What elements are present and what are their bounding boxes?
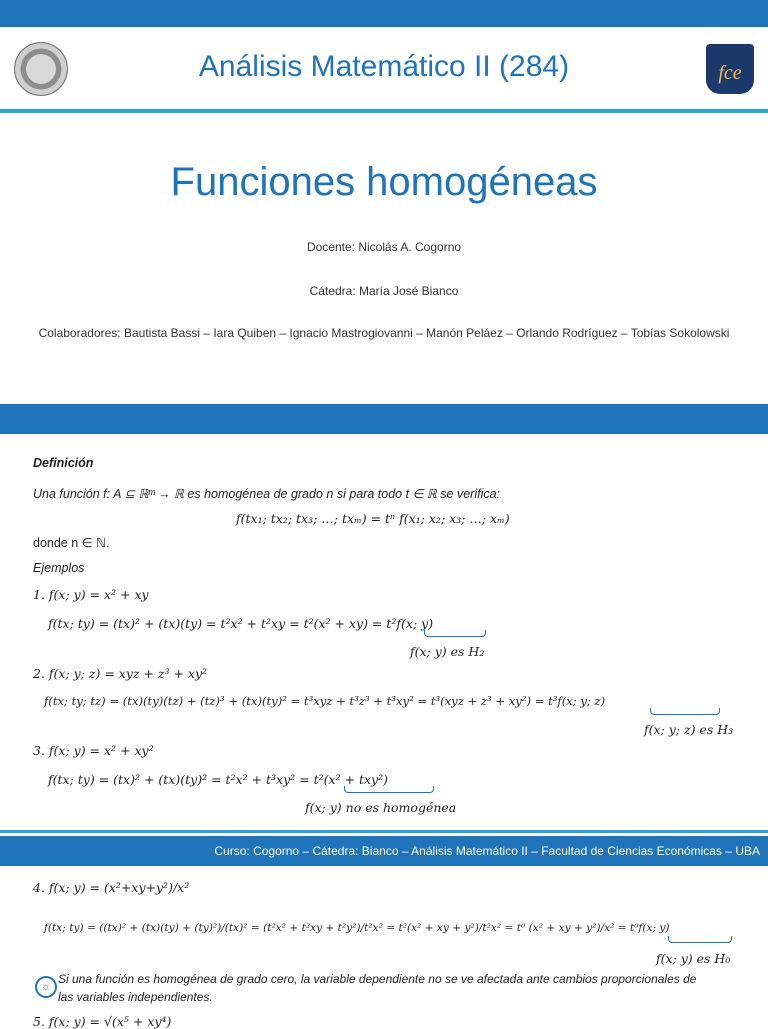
example-1-note: f(x; y) es H₂ [410, 644, 485, 659]
course-title: Análisis Matemático II (284) [198, 50, 570, 83]
colaboradores-line: Colaboradores: Bautista Bassi – Iara Quiben – Ignacio Mastrogiovanni – Manón Peláez – Orlando Rodríguez – Tobías Sokolowski [38, 326, 730, 340]
footer-text: Curso: Cogorno – Cátedra: Bianco – Análisis Matemático II – Facultad de Ciencias Económicas – UBA [214, 844, 760, 858]
top-bar [0, 0, 768, 27]
example-2-underbrace [650, 708, 720, 715]
footer-top-rule [0, 830, 768, 833]
definition-text: Una función f: A ⊆ ℝᵐ → ℝ es homogénea de grado n si para todo t ∈ ℝ se verifica: [33, 487, 501, 501]
definition-heading: Definición [33, 456, 94, 470]
example-3-underbrace [344, 786, 434, 793]
example-4-underbrace [668, 936, 732, 943]
fce-logo-text: fce [718, 62, 742, 84]
fce-logo [706, 44, 754, 94]
definition-where: donde n ∈ ℕ. [33, 536, 110, 550]
example-4-formula: f(tx; ty) = ((tx)² + (tx)(ty) + (ty)²)/(tx)² = (t²x² + t²xy + t²y²)/t²x² = t²(x² + xy + y²)/t²x² = t⁰ (x² + xy + y²)/x² = t⁰f(x; y) [44, 922, 670, 934]
example-1-title: 1. f(x; y) = x² + xy [33, 587, 149, 602]
section-divider-bar [0, 404, 768, 434]
tip-text-line-1: Si una función es homogénea de grado cero, la variable dependiente no se ve afectada ante cambios proporcionales de [58, 972, 697, 986]
examples-heading: Ejemplos [33, 561, 85, 575]
example-3-formula: f(tx; ty) = (tx)² + (tx)(ty)² = t²x² + t³xy² = t²(x² + txy²) [48, 772, 389, 787]
example-4-title: 4. f(x; y) = (x²+xy+y²)/x² [33, 880, 190, 895]
lightbulb-icon: ☼ [35, 976, 57, 998]
header-rule [0, 109, 768, 113]
example-4-note: f(x; y) es H₀ [656, 951, 731, 966]
definition-formula: f(tx₁; tx₂; tx₃; …; txₘ) = tⁿ f(x₁; x₂; x₃; …; xₘ) [236, 511, 510, 526]
example-1-formula: f(tx; ty) = (tx)² + (tx)(ty) = t²x² + t²xy = t²(x² + xy) = t²f(x; y) [48, 616, 434, 631]
page-title: Funciones homogéneas [170, 160, 598, 204]
example-5-title: 5. f(x; y) = √(x⁵ + xy⁴) [33, 1014, 172, 1029]
catedra-line: Cátedra: María José Bianco [309, 284, 459, 298]
example-3-title: 3. f(x; y) = x² + xy² [33, 743, 154, 758]
tip-text-line-2: las variables independientes. [58, 990, 213, 1004]
example-2-formula: f(tx; ty; tz) = (tx)(ty)(tz) + (tz)³ + (tx)(ty)² = t³xyz + t³z³ + t³xy² = t³(xyz + z³ + xy²) = t³f(x; y; z) [44, 694, 606, 708]
example-2-title: 2. f(x; y; z) = xyz + z³ + xy² [33, 666, 208, 681]
docente-line: Docente: Nicolás A. Cogorno [306, 240, 462, 254]
example-1-underbrace [424, 630, 486, 637]
example-3-note: f(x; y) no es homogénea [305, 800, 457, 815]
example-2-note: f(x; y; z) es H₃ [644, 722, 734, 737]
